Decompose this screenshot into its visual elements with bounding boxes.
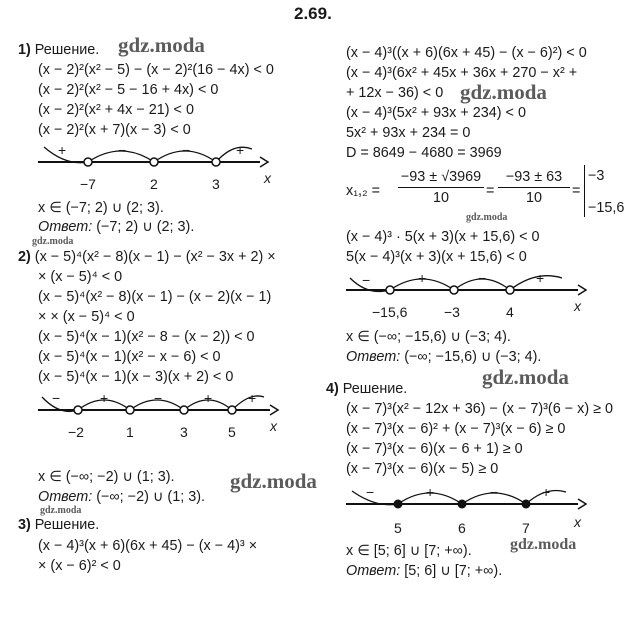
part1-line-2: (x − 2)²(x² − 5 − 16 + 4x) < 0: [38, 82, 219, 98]
part2-sign-1: −: [52, 390, 61, 406]
watermark: gdz.moda: [510, 536, 577, 553]
part3-number-line: [346, 268, 586, 323]
part3-sign-2: +: [418, 270, 427, 286]
part1-sign-3: −: [182, 142, 191, 158]
part3-root-2: −15,6: [588, 200, 625, 216]
part2-sign-3: −: [154, 390, 163, 406]
part2-line-7: (x − 5)⁴(x − 1)(x − 3)(x + 2) < 0: [38, 369, 234, 385]
part1-axis-var: x: [264, 170, 271, 186]
part1-set: x ∈ (−7; 2) ∪ (2; 3).: [38, 200, 164, 216]
part2-sign-5: +: [248, 390, 257, 406]
part4-line-3: (x − 7)³(x − 6)(x − 6 + 1) ≥ 0: [346, 441, 523, 457]
part3-roots-num1: −93 ± √3969: [400, 169, 482, 185]
part2-line-4: × × (x − 5)⁴ < 0: [38, 309, 135, 325]
part3-header: [18, 516, 99, 535]
part4-answer: [346, 562, 502, 581]
watermark: gdz.moda: [482, 365, 569, 389]
part4-axis-var: x: [574, 514, 581, 530]
part1-answer-label: Ответ:: [38, 219, 93, 235]
part1-sign-1: +: [58, 142, 67, 158]
part2-line-5: (x − 5)⁴(x − 1)(x² − 8 − (x − 2)) < 0: [38, 329, 255, 345]
watermark-small: gdz.moda: [32, 236, 74, 247]
part1-tick-2: 2: [150, 176, 158, 192]
part3-line-2: × (x − 6)² < 0: [38, 558, 121, 574]
part2-axis-var: x: [270, 418, 277, 434]
part1-line-3: (x − 2)²(x² + 4x − 21) < 0: [38, 102, 194, 118]
part3-roots-den1: 10: [432, 190, 449, 206]
part2-line-6: (x − 5)⁴(x − 1)(x² − x − 6) < 0: [38, 349, 221, 365]
part4-answer-value: [5; 6] ∪ [7; +∞).: [404, 563, 503, 579]
part3-tick-2: −3: [444, 304, 460, 320]
part3-set: x ∈ (−∞; −15,6) ∪ (−3; 4).: [346, 329, 511, 345]
part3-roots-num2: −93 ± 63: [505, 169, 563, 185]
part3-roots-eq: =: [486, 183, 495, 199]
part4-sign-4: +: [542, 484, 551, 500]
problem-title: 2.69.: [294, 4, 332, 23]
part3-after-line-2: 5(x − 4)³(x + 3)(x + 15,6) < 0: [346, 249, 527, 265]
part1-header: [18, 41, 99, 60]
part3-label: Решение.: [34, 517, 100, 533]
part2-line-2: × (x − 5)⁴ < 0: [38, 269, 123, 285]
part1-number-line: [38, 140, 271, 195]
system-bracket: [584, 165, 585, 217]
part2-sign-4: +: [204, 390, 213, 406]
part3-roots-eq2: =: [572, 183, 581, 199]
part3-right-line-4: (x − 4)³(5x² + 93x + 234) < 0: [346, 105, 526, 121]
part2-answer-label: Ответ:: [38, 489, 93, 505]
part4-tick-1: 5: [394, 520, 402, 536]
part3-answer-label: Ответ:: [346, 349, 401, 365]
part1-tick-3: 3: [212, 176, 220, 192]
part1-line-1: (x − 2)²(x² − 5) − (x − 2)²(16 − 4x) < 0: [38, 62, 274, 78]
watermark-small: gdz.moda: [40, 505, 82, 516]
part1-label: Решение.: [34, 42, 100, 58]
fraction-bar: [398, 187, 484, 188]
watermark: gdz.moda: [460, 80, 547, 104]
part3-sign-1: −: [362, 272, 371, 288]
part4-sign-1: −: [366, 484, 375, 500]
part2-answer-value: (−∞; −2) ∪ (1; 3).: [96, 489, 205, 505]
part4-line-2: (x − 7)³(x − 6)² + (x − 7)³(x − 6) ≥ 0: [346, 421, 566, 437]
part1-answer-value: (−7; 2) ∪ (2; 3).: [96, 219, 195, 235]
part3-after-line-1: (x − 4)³ · 5(x + 3)(x + 15,6) < 0: [346, 229, 540, 245]
part3-right-line-1: (x − 4)³((x + 6)(6x + 45) − (x − 6)²) < 0: [346, 45, 587, 61]
part1-line-4: (x − 2)²(x + 7)(x − 3) < 0: [38, 122, 191, 138]
part2-number: [18, 248, 276, 267]
part3-right-line-6: D = 8649 − 4680 = 3969: [346, 145, 502, 161]
watermark: gdz.moda: [118, 33, 205, 57]
part2-number-line: [38, 388, 278, 443]
part2-tick-1: −2: [68, 424, 84, 440]
watermark: gdz.moda: [230, 469, 317, 493]
part2-tick-2: 1: [126, 424, 134, 440]
part1-answer: [38, 218, 194, 237]
part1-sign-2: −: [118, 142, 127, 158]
part4-label: Решение.: [342, 381, 408, 397]
part2-tick-3: 3: [180, 424, 188, 440]
part3-right-line-5: 5x² + 93x + 234 = 0: [346, 125, 471, 141]
part3-sign-4: +: [536, 270, 545, 286]
part2-line-3: (x − 5)⁴(x² − 8)(x − 1) − (x − 2)(x − 1): [38, 289, 272, 305]
part1-tick-1: −7: [80, 176, 96, 192]
part4-line-4: (x − 7)³(x − 6)(x − 5) ≥ 0: [346, 461, 499, 477]
part4-tick-2: 6: [458, 520, 466, 536]
fraction-bar: [498, 187, 570, 188]
part4-number-line: [346, 482, 586, 540]
part3-tick-3: 4: [506, 304, 514, 320]
part3-root-1: −3: [588, 168, 605, 184]
part4-tick-3: 7: [522, 520, 530, 536]
part2-num: 2): [18, 249, 31, 265]
part3-number: 3): [18, 517, 31, 533]
part1-number: 1): [18, 42, 31, 58]
part3-sign-3: −: [478, 270, 487, 286]
part3-line-1: (x − 4)³(x + 6)(6x + 45) − (x − 4)³ ×: [38, 538, 258, 554]
part4-header: [326, 380, 407, 399]
part4-answer-label: Ответ:: [346, 563, 401, 579]
watermark-small: gdz.moda: [466, 212, 508, 223]
part2-tick-4: 5: [228, 424, 236, 440]
part3-roots-lhs: x₁,₂ =: [346, 183, 381, 199]
part3-right-line-2: (x − 4)³(6x² + 45x + 36x + 270 − x² +: [346, 65, 578, 81]
part1-sign-4: +: [236, 142, 245, 158]
part2-sign-2: +: [100, 390, 109, 406]
part4-set: x ∈ [5; 6] ∪ [7; +∞).: [346, 543, 472, 559]
part3-roots-den2: 10: [525, 190, 542, 206]
part3-right-line-3: + 12x − 36) < 0: [346, 85, 444, 101]
part3-tick-1: −15,6: [372, 304, 408, 320]
part2-line-1: (x − 5)⁴(x² − 8)(x − 1) − (x² − 3x + 2) ×: [34, 249, 276, 265]
part4-number: 4): [326, 381, 339, 397]
part2-set: x ∈ (−∞; −2) ∪ (1; 3).: [38, 469, 175, 485]
part4-sign-3: −: [490, 484, 499, 500]
part3-answer-value: (−∞; −15,6) ∪ (−3; 4).: [404, 349, 542, 365]
part4-line-1: (x − 7)³(x² − 12x + 36) − (x − 7)³(6 − x) ≥ 0: [346, 401, 614, 417]
part4-sign-2: +: [426, 484, 435, 500]
part3-axis-var: x: [574, 298, 581, 314]
